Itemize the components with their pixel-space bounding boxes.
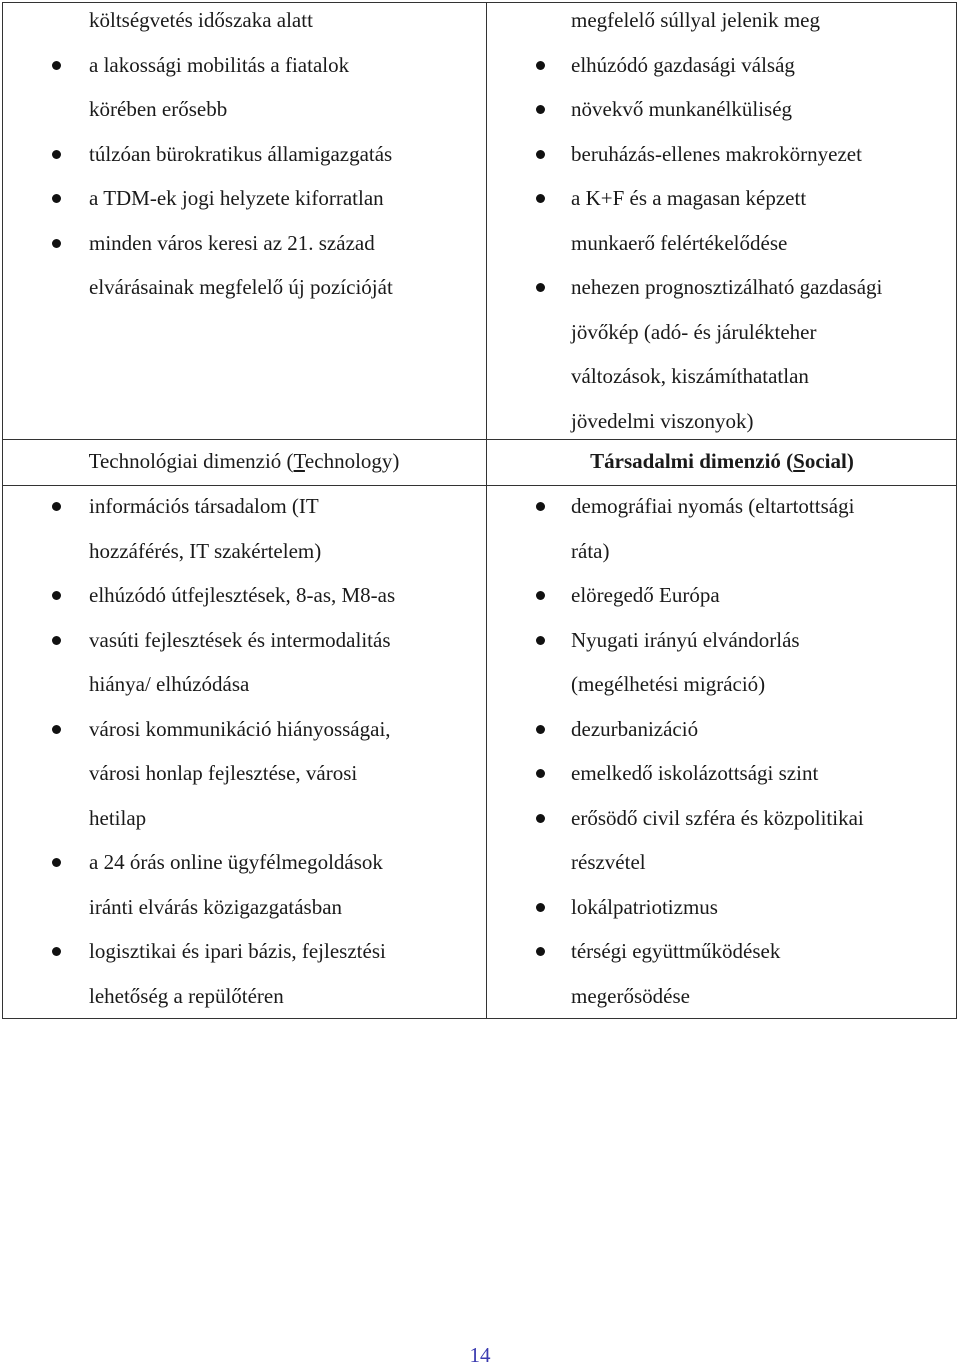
list-item-text: növekvő munkanélküliség bbox=[571, 97, 793, 121]
top-left-cell bbox=[3, 0, 485, 310]
bullet-icon bbox=[536, 814, 545, 823]
list-item bbox=[488, 310, 956, 355]
bullet-icon bbox=[52, 194, 61, 203]
bullet-icon bbox=[536, 591, 545, 600]
list-item-text: információs társadalom (IT bbox=[89, 494, 319, 518]
list-item bbox=[3, 707, 485, 752]
list-item bbox=[488, 265, 956, 310]
list-item bbox=[3, 43, 485, 88]
list-item bbox=[3, 87, 485, 132]
bullet-icon bbox=[536, 502, 545, 511]
list-item bbox=[488, 529, 956, 574]
list-item-text: (megélhetési migráció) bbox=[571, 672, 766, 696]
list-item-text: jövőkép (adó- és járulékteher bbox=[571, 319, 817, 344]
bullet-icon bbox=[536, 769, 545, 778]
list-item-text: elvárásainak megfelelő új pozícióját bbox=[89, 275, 393, 299]
list-item bbox=[3, 885, 485, 930]
list-item-text: vasúti fejlesztések és intermodalitás bbox=[89, 627, 391, 652]
header-social-after: ocial) bbox=[804, 449, 854, 473]
list-item-text: elhúzódó gazdasági válság bbox=[571, 52, 795, 77]
header-social-before: Társadalmi dimenzió ( bbox=[590, 449, 794, 473]
header-technology-letter: T bbox=[293, 449, 305, 473]
bullet-icon bbox=[52, 636, 61, 645]
top-right-cell bbox=[488, 0, 956, 443]
bottom-left-cell bbox=[3, 484, 485, 1018]
bullet-icon bbox=[536, 947, 545, 956]
list-item-text: iránti elvárás közigazgatásban bbox=[89, 894, 343, 919]
list-item-text: részvétel bbox=[571, 850, 646, 874]
list-item-text: erősödő civil szféra és közpolitikai bbox=[571, 805, 864, 830]
bullet-icon bbox=[52, 725, 61, 734]
list-item bbox=[3, 618, 485, 663]
pest-table bbox=[2, 2, 957, 1019]
list-item bbox=[3, 974, 485, 1019]
list-item-text: megfelelő súllyal jelenik meg bbox=[571, 8, 821, 32]
list-item bbox=[3, 0, 485, 43]
list-item bbox=[488, 0, 956, 43]
list-item bbox=[488, 751, 956, 796]
list-item bbox=[3, 929, 485, 974]
list-item bbox=[488, 399, 956, 444]
list-item-text: városi kommunikáció hiányosságai, bbox=[89, 716, 391, 741]
list-item bbox=[488, 840, 956, 885]
list-item-text: emelkedő iskolázottsági szint bbox=[571, 761, 819, 785]
list-item-text: Nyugati irányú elvándorlás bbox=[571, 627, 800, 652]
list-item bbox=[488, 176, 956, 221]
list-item bbox=[3, 840, 485, 885]
list-item bbox=[488, 87, 956, 132]
list-item bbox=[488, 974, 956, 1019]
bullet-icon bbox=[536, 61, 545, 70]
list-item bbox=[488, 662, 956, 707]
list-item-text: túlzóan bürokratikus államigazgatás bbox=[89, 141, 393, 166]
page-number: 14 bbox=[469, 1343, 491, 1367]
list-item bbox=[488, 221, 956, 266]
bottom-right-cell bbox=[488, 484, 956, 1018]
list-item-text: dezurbanizáció bbox=[571, 716, 699, 741]
bullet-icon bbox=[536, 725, 545, 734]
list-item bbox=[488, 929, 956, 974]
list-item bbox=[3, 132, 485, 177]
bullet-icon bbox=[52, 858, 61, 867]
list-item bbox=[3, 484, 485, 529]
header-technology-before: Technológiai dimenzió ( bbox=[88, 449, 294, 473]
header-technology bbox=[3, 439, 485, 483]
bullet-icon bbox=[536, 283, 545, 292]
list-item-text: költségvetés időszaka alatt bbox=[89, 8, 313, 32]
list-item-text: a 24 órás online ügyfélmegoldások bbox=[89, 850, 383, 874]
column-divider bbox=[486, 3, 487, 1018]
list-item bbox=[3, 265, 485, 310]
list-item bbox=[488, 796, 956, 841]
list-item-text: a lakossági mobilitás a fiatalok bbox=[89, 52, 350, 77]
header-technology-after: echnology) bbox=[304, 449, 400, 473]
bullet-icon bbox=[536, 636, 545, 645]
bullet-icon bbox=[536, 194, 545, 203]
list-item bbox=[488, 573, 956, 618]
list-item bbox=[3, 573, 485, 618]
list-item bbox=[3, 176, 485, 221]
list-item-text: városi honlap fejlesztése, városi bbox=[89, 761, 358, 785]
list-item-text: hetilap bbox=[89, 805, 147, 830]
list-item-text: térségi együttműködések bbox=[571, 939, 781, 963]
list-item-text: logisztikai és ipari bázis, fejlesztési bbox=[89, 939, 386, 963]
bullet-icon bbox=[52, 947, 61, 956]
list-item-text: beruházás-ellenes makrokörnyezet bbox=[571, 141, 862, 166]
list-item-text: nehezen prognosztizálható gazdasági bbox=[571, 275, 883, 299]
list-item-text: lokálpatriotizmus bbox=[571, 894, 718, 919]
bullet-icon bbox=[52, 502, 61, 511]
list-item bbox=[3, 529, 485, 574]
list-item-text: minden város keresi az 21. század bbox=[89, 230, 375, 255]
list-item bbox=[488, 618, 956, 663]
bullet-icon bbox=[52, 61, 61, 70]
header-social bbox=[488, 439, 956, 483]
list-item-text: munkaerő felértékelődése bbox=[571, 230, 788, 255]
list-item bbox=[488, 885, 956, 930]
header-social-letter: S bbox=[793, 449, 805, 473]
list-item bbox=[3, 662, 485, 707]
list-item bbox=[3, 796, 485, 841]
list-item-text: körében erősebb bbox=[89, 97, 228, 121]
list-item-text: hozzáférés, IT szakértelem) bbox=[89, 538, 322, 563]
bullet-icon bbox=[52, 150, 61, 159]
list-item-text: elhúzódó útfejlesztések, 8-as, M8-as bbox=[89, 583, 396, 607]
list-item bbox=[3, 751, 485, 796]
list-item-text: megerősödése bbox=[571, 983, 690, 1008]
list-item-text: változások, kiszámíthatatlan bbox=[571, 364, 809, 388]
list-item-text: ráta) bbox=[571, 538, 610, 563]
list-item-text: demográfiai nyomás (eltartottsági bbox=[571, 494, 855, 518]
list-item bbox=[488, 484, 956, 529]
list-item bbox=[488, 707, 956, 752]
list-item-text: lehetőség a repülőtéren bbox=[89, 983, 284, 1008]
list-item-text: elöregedő Európa bbox=[571, 583, 720, 607]
list-item-text: hiánya/ elhúzódása bbox=[89, 672, 250, 696]
list-item bbox=[488, 354, 956, 399]
list-item bbox=[488, 132, 956, 177]
list-item-text: jövedelmi viszonyok) bbox=[571, 408, 754, 433]
list-item bbox=[3, 221, 485, 266]
list-item-text: a TDM-ek jogi helyzete kiforratlan bbox=[89, 186, 384, 210]
bullet-icon bbox=[52, 239, 61, 248]
bullet-icon bbox=[536, 903, 545, 912]
list-item bbox=[488, 43, 956, 88]
bullet-icon bbox=[52, 591, 61, 600]
bullet-icon bbox=[536, 105, 545, 114]
list-item-text: a K+F és a magasan képzett bbox=[571, 186, 807, 210]
bullet-icon bbox=[536, 150, 545, 159]
